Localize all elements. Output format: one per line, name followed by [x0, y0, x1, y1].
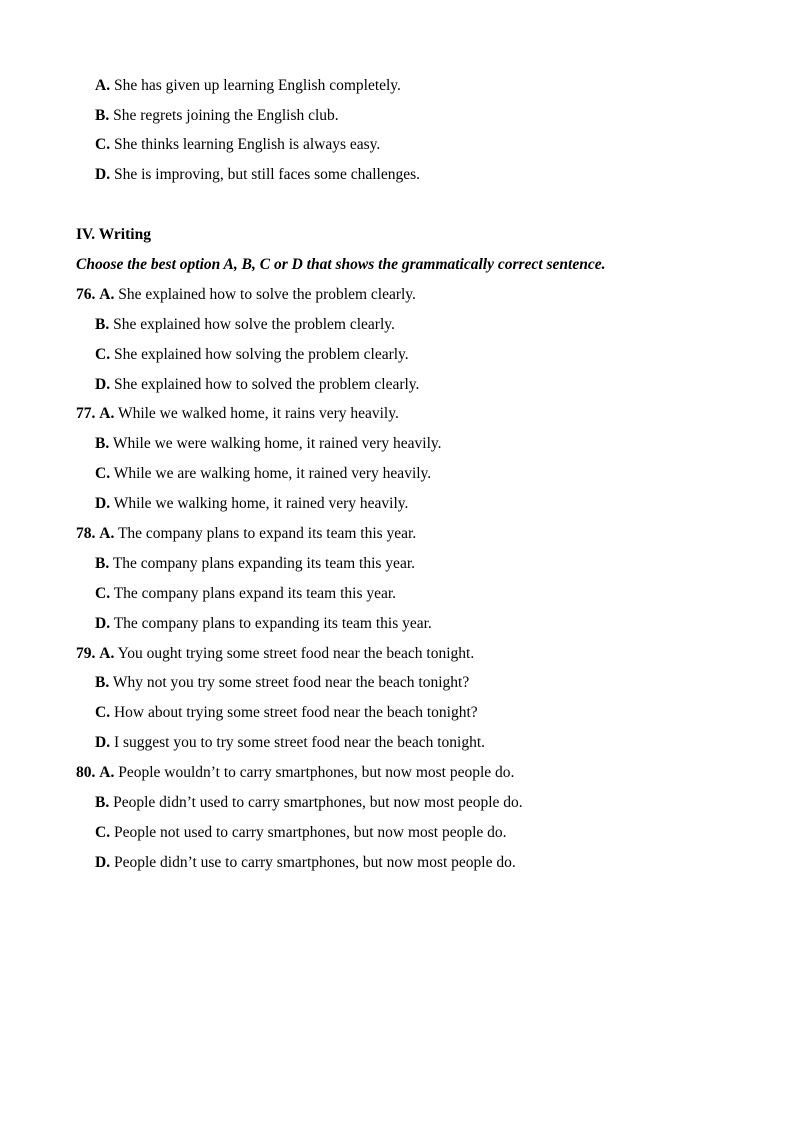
- question-78-option-b: B. The company plans expanding its team this year.: [95, 555, 416, 572]
- prev-option-c: C. She thinks learning English is always easy.: [95, 136, 381, 153]
- question-77-option-a: 77. A. While we walked home, it rains very heavily.: [76, 405, 399, 422]
- section-instruction: Choose the best option A, B, C or D that shows the grammatically correct sentence.: [76, 256, 606, 273]
- question-78-option-c: C. The company plans expand its team this year.: [95, 585, 397, 602]
- prev-option-a: A. She has given up learning English completely.: [95, 77, 401, 94]
- question-79-option-b: B. Why not you try some street food near the beach tonight?: [95, 674, 470, 691]
- prev-option-b: B. She regrets joining the English club.: [95, 107, 339, 124]
- question-number: 80.: [76, 764, 96, 781]
- question-number: 79.: [76, 645, 96, 662]
- question-80-option-b: B. People didn’t used to carry smartphones, but now most people do.: [95, 794, 523, 811]
- question-76-option-b: B. She explained how solve the problem clearly.: [95, 316, 395, 333]
- question-79-option-d: D. I suggest you to try some street food near the beach tonight.: [95, 734, 485, 751]
- section-heading: IV. Writing: [76, 226, 151, 243]
- question-76-option-d: D. She explained how to solved the problem clearly.: [95, 376, 420, 393]
- question-number: 76.: [76, 286, 96, 303]
- question-76-option-c: C. She explained how solving the problem clearly.: [95, 346, 409, 363]
- question-77-option-c: C. While we are walking home, it rained very heavily.: [95, 465, 432, 482]
- question-79-option-c: C. How about trying some street food near the beach tonight?: [95, 704, 478, 721]
- question-79-option-a: 79. A. You ought trying some street food near the beach tonight.: [76, 645, 475, 662]
- question-76-option-a: 76. A. She explained how to solve the problem clearly.: [76, 286, 416, 303]
- question-77-option-b: B. While we were walking home, it rained very heavily.: [95, 435, 442, 452]
- question-77-option-d: D. While we walking home, it rained very heavily.: [95, 495, 409, 512]
- question-number: 77.: [76, 405, 96, 422]
- question-78-option-a: 78. A. The company plans to expand its team this year.: [76, 525, 417, 542]
- question-78-option-d: D. The company plans to expanding its team this year.: [95, 615, 432, 632]
- question-80-option-a: 80. A. People wouldn’t to carry smartphones, but now most people do.: [76, 764, 515, 781]
- question-number: 78.: [76, 525, 96, 542]
- question-80-option-c: C. People not used to carry smartphones, but now most people do.: [95, 824, 507, 841]
- question-80-option-d: D. People didn’t use to carry smartphones, but now most people do.: [95, 854, 516, 871]
- prev-option-d: D. She is improving, but still faces some challenges.: [95, 166, 421, 183]
